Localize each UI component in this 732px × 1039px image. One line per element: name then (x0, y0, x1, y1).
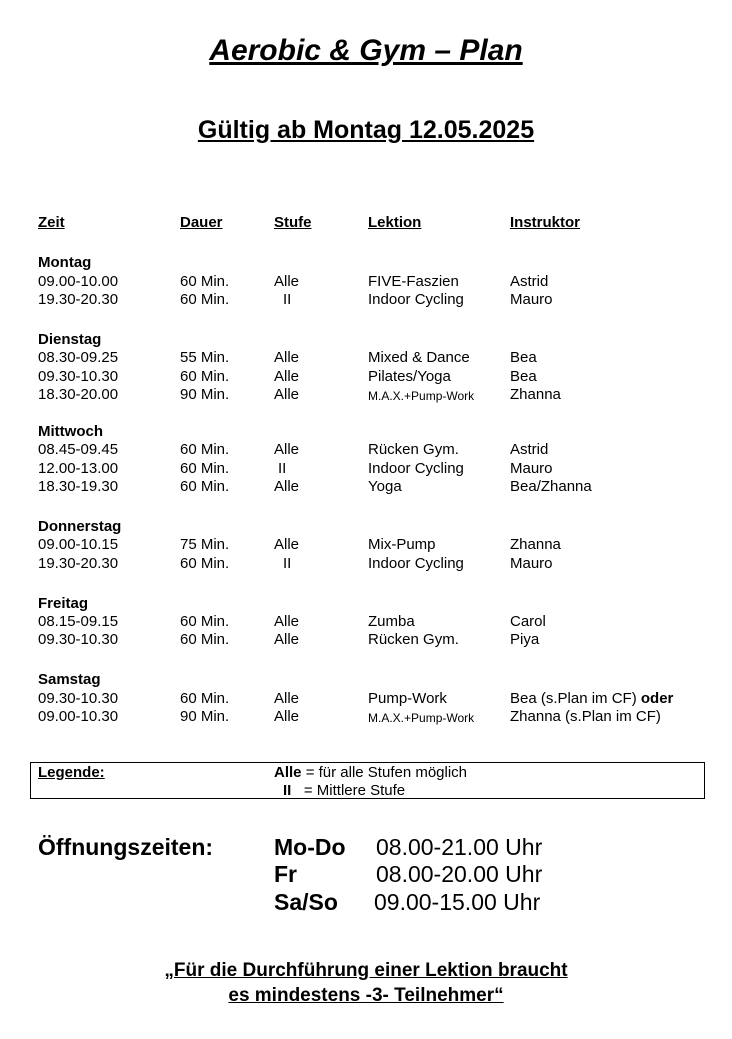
class-level: Alle (274, 708, 300, 725)
class-instructor: Mauro (510, 555, 553, 572)
legend-key-alle: Alle (274, 764, 302, 781)
class-duration: 60 Min. (180, 460, 230, 477)
footer-note-line2: es mindestens -3- Teilnehmer“ (228, 985, 504, 1006)
class-lesson: Pilates/Yoga (368, 368, 451, 385)
class-duration: 60 Min. (180, 273, 230, 290)
day-heading-montag: Montag (38, 254, 92, 271)
day-heading-mittwoch: Mittwoch (38, 423, 103, 440)
legend-key-ii: II (283, 782, 292, 799)
class-duration: 60 Min. (180, 478, 230, 495)
class-time: 18.30-19.30 (38, 478, 119, 495)
class-instructor: Astrid (510, 273, 549, 290)
class-duration: 75 Min. (180, 536, 230, 553)
class-instructor: Bea (510, 349, 537, 366)
class-duration: 60 Min. (180, 690, 230, 707)
class-instructor: Astrid (510, 441, 549, 458)
header-stufe: Stufe (274, 214, 312, 231)
class-lesson: Indoor Cycling (368, 291, 464, 308)
class-instructor: Mauro (510, 460, 553, 477)
legend-line-alle (274, 764, 467, 781)
legend-line-ii (283, 782, 405, 799)
class-time: 09.30-10.30 (38, 690, 119, 707)
class-duration: 90 Min. (180, 708, 230, 725)
class-time: 12.00-13.00 (38, 460, 119, 477)
class-lesson: Yoga (368, 478, 402, 495)
class-instructor: Bea/Zhanna (510, 478, 592, 495)
class-lesson: Indoor Cycling (368, 460, 464, 477)
class-lesson: Mix-Pump (368, 536, 436, 553)
class-lesson: M.A.X.+Pump-Work (368, 389, 475, 403)
class-duration: 60 Min. (180, 555, 230, 572)
class-time: 09.30-10.30 (38, 368, 119, 385)
class-duration: 60 Min. (180, 368, 230, 385)
class-instructor: Zhanna (510, 536, 561, 553)
class-level: II (283, 291, 292, 308)
class-lesson: Mixed & Dance (368, 349, 470, 366)
class-level: Alle (274, 349, 300, 366)
class-instructor: Zhanna (510, 386, 561, 403)
class-duration: 55 Min. (180, 349, 230, 366)
valid-from-subtitle: Gültig ab Montag 12.05.2025 (197, 116, 535, 144)
class-lesson: Rücken Gym. (368, 631, 459, 648)
class-time: 09.00-10.30 (38, 708, 119, 725)
class-level: II (283, 555, 292, 572)
class-lesson: FIVE-Faszien (368, 273, 459, 290)
class-instructor: Zhanna (s.Plan im CF) (510, 708, 661, 725)
class-duration: 90 Min. (180, 386, 230, 403)
day-heading-donnerstag: Donnerstag (38, 518, 122, 535)
class-level: Alle (274, 386, 300, 403)
class-level: II (278, 460, 287, 477)
opening-days: Sa/So (274, 889, 338, 915)
class-duration: 60 Min. (180, 291, 230, 308)
class-level: Alle (274, 478, 300, 495)
class-duration: 60 Min. (180, 441, 230, 458)
opening-days: Mo-Do (274, 834, 346, 860)
class-time: 09.00-10.15 (38, 536, 119, 553)
class-time: 19.30-20.30 (38, 555, 119, 572)
legend-label: Legende: (38, 764, 105, 781)
opening-time: 08.00-21.00 Uhr (376, 834, 543, 860)
class-time: 08.45-09.45 (38, 441, 119, 458)
class-instructor: Bea (510, 368, 537, 385)
day-heading-samstag: Samstag (38, 671, 101, 688)
day-heading-dienstag: Dienstag (38, 331, 102, 348)
class-lesson: M.A.X.+Pump-Work (368, 711, 475, 725)
class-level: Alle (274, 536, 300, 553)
class-duration: 60 Min. (180, 613, 230, 630)
class-lesson: Pump-Work (368, 690, 447, 707)
class-time: 08.30-09.25 (38, 349, 119, 366)
class-level: Alle (274, 690, 300, 707)
opening-time: 08.00-20.00 Uhr (376, 861, 543, 887)
class-instructor: Carol (510, 613, 546, 630)
class-level: Alle (274, 613, 300, 630)
class-instructor-or: oder (640, 690, 674, 707)
class-time: 08.15-09.15 (38, 613, 119, 630)
class-lesson: Rücken Gym. (368, 441, 459, 458)
class-level: Alle (274, 273, 300, 290)
legend-text-alle: = für alle Stufen möglich (305, 764, 468, 781)
class-instructor: Mauro (510, 291, 553, 308)
legend-text-ii: = Mittlere Stufe (303, 782, 406, 799)
class-time: 09.30-10.30 (38, 631, 119, 648)
header-zeit: Zeit (38, 214, 65, 231)
day-heading-freitag: Freitag (38, 595, 89, 612)
class-time: 09.00-10.00 (38, 273, 119, 290)
class-instructor: Piya (510, 631, 540, 648)
opening-days: Fr (274, 861, 297, 887)
class-level: Alle (274, 441, 300, 458)
footer-note-line1: „Für die Durchführung einer Lektion braucht (164, 960, 568, 981)
class-time: 18.30-20.00 (38, 386, 119, 403)
header-lektion: Lektion (368, 214, 422, 231)
class-lesson: Indoor Cycling (368, 555, 464, 572)
class-time: 19.30-20.30 (38, 291, 119, 308)
opening-hours-label: Öffnungszeiten: (38, 834, 214, 860)
page-title: Aerobic & Gym – Plan (209, 34, 523, 67)
class-level: Alle (274, 631, 300, 648)
class-level: Alle (274, 368, 300, 385)
header-instruktor: Instruktor (510, 214, 581, 231)
class-lesson: Zumba (368, 613, 415, 630)
header-dauer: Dauer (180, 214, 223, 231)
class-duration: 60 Min. (180, 631, 230, 648)
class-instructor-name: Bea (s.Plan im CF) (510, 690, 637, 707)
class-instructor (510, 690, 673, 707)
opening-time: 09.00-15.00 Uhr (374, 889, 541, 915)
